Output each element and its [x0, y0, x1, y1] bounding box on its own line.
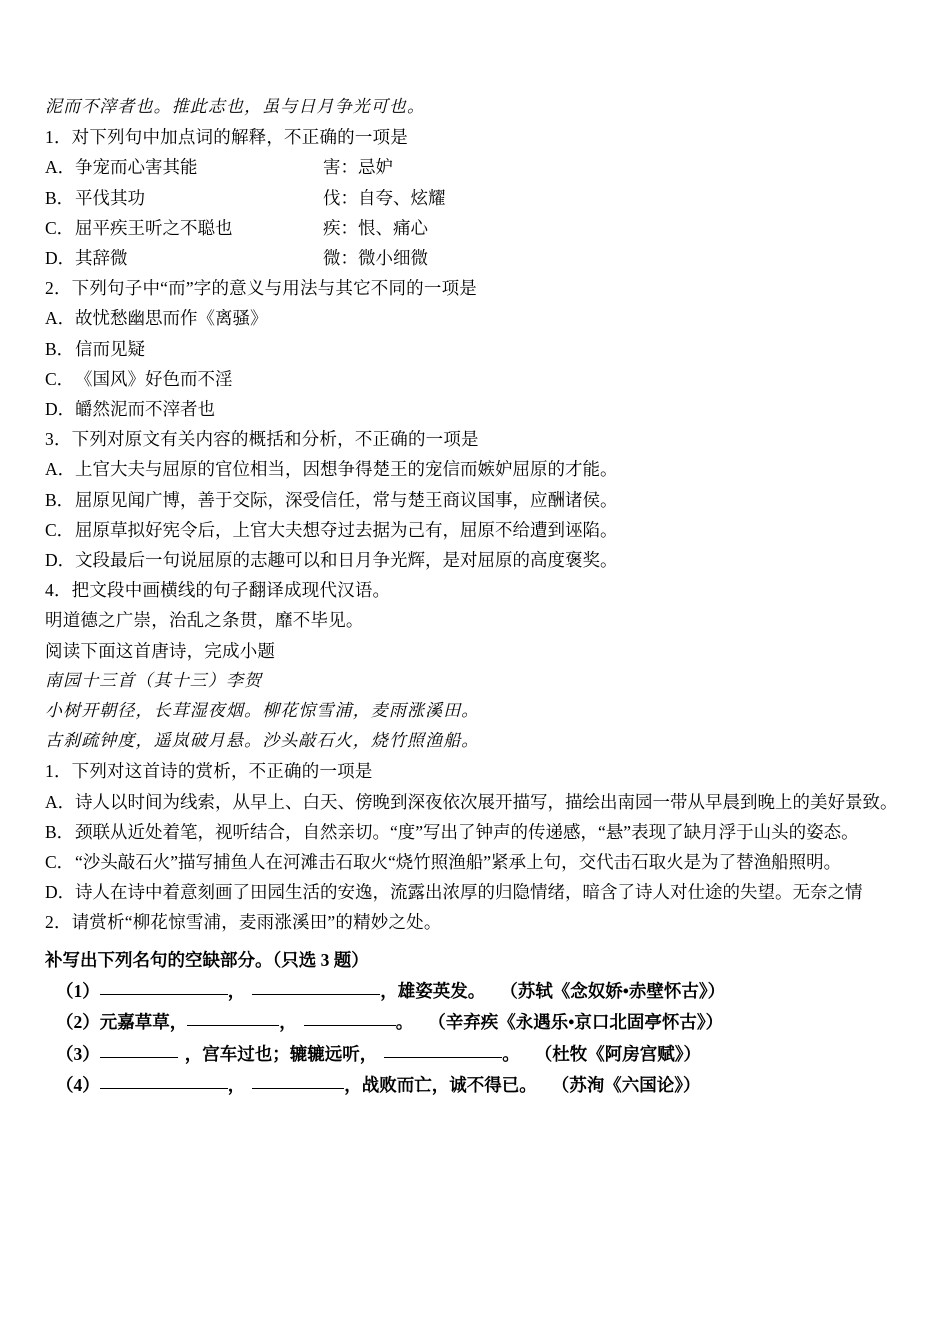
blank-field[interactable]: [100, 979, 228, 995]
poem-title: 南园十三首（其十三）李贺: [45, 670, 263, 690]
option-gloss: 微：微小细微: [323, 248, 428, 269]
poem-question-1-option-a[interactable]: [45, 787, 920, 817]
option-text: 争宠而心害其能: [75, 157, 198, 178]
item-segment: ，宫车过也；辘辘远听，: [184, 1043, 378, 1064]
blank-field[interactable]: [100, 1073, 228, 1089]
poem-line-2: 古刹疏钟度，遥岚破月悬。沙头敲石火，烧竹照渔船。: [45, 731, 480, 751]
item-number: （4）: [56, 1075, 100, 1096]
option-label: D．: [45, 248, 76, 269]
option-text: 平伐其功: [75, 187, 145, 208]
blank-field[interactable]: [384, 1042, 502, 1058]
option-label: C．: [45, 217, 75, 238]
option-text: 屈原草拟好宪令后，上官大夫想夺过去据为己有，屈原不给遭到诬陷。: [75, 519, 618, 540]
option-label: C．: [45, 368, 75, 389]
question-2-option-a[interactable]: [45, 303, 920, 333]
option-text: 屈平疾王听之不聪也: [75, 217, 233, 238]
item-segment: 。: [502, 1043, 520, 1064]
question-3-option-b[interactable]: [45, 485, 920, 515]
option-label: D．: [45, 550, 76, 571]
item-segment: ，: [227, 980, 246, 1001]
option-label: B．: [45, 187, 75, 208]
item-number: （3）: [56, 1043, 100, 1064]
option-text: 诗人在诗中着意刻画了田园生活的安逸，流露出浓厚的归隐情绪，暗含了诗人对仕途的失望。无奈之情: [75, 882, 863, 903]
item-source: （杜牧《阿房宫赋》）: [534, 1043, 701, 1064]
item-segment: ，: [227, 1075, 246, 1096]
option-text: 信而见疑: [75, 338, 145, 359]
item-number: （2）: [56, 1012, 100, 1033]
poem-question-1-stem: 1．下列对这首诗的赏析，不正确的一项是: [45, 761, 373, 782]
question-2-stem: 2．下列句子中“而”字的意义与用法与其它不同的一项是: [45, 278, 477, 299]
question-3-option-a[interactable]: [45, 454, 920, 484]
question-1-option-d[interactable]: [45, 243, 920, 273]
item-segment: ，战败而亡，诚不得已。: [344, 1075, 537, 1096]
question-2-option-c[interactable]: [45, 364, 920, 394]
mingju-item-1[interactable]: [45, 976, 920, 1008]
poem-line-1: 小树开朝径，长茸湿夜烟。柳花惊雪浦，麦雨涨溪田。: [45, 701, 480, 721]
option-label: C．: [45, 852, 75, 873]
item-lead: 元嘉草草，: [99, 1012, 188, 1033]
question-2-option-d[interactable]: [45, 394, 920, 424]
option-text: 诗人以时间为线索，从早上、白天、傍晚到深夜依次展开描写，描绘出南园一带从早晨到晚上的美好景致。: [75, 791, 898, 812]
option-label: A．: [45, 157, 76, 178]
option-label: A．: [45, 459, 76, 480]
question-4-sentence: 明道德之广崇，治乱之条贯，靡不毕见。: [45, 610, 364, 631]
option-text: 故忧愁幽思而作《离骚》: [75, 308, 268, 329]
question-3-option-c[interactable]: [45, 515, 920, 545]
option-text: 文段最后一句说屈原的志趣可以和日月争光辉，是对屈原的高度褒奖。: [75, 550, 618, 571]
option-text: 皭然泥而不滓者也: [75, 399, 215, 420]
option-text: 《国风》好色而不淫: [75, 368, 233, 389]
question-1-option-a[interactable]: [45, 152, 920, 182]
blank-field[interactable]: [187, 1010, 279, 1026]
question-4-stem: 4．把文段中画横线的句子翻译成现代汉语。: [45, 580, 391, 601]
question-3-option-d[interactable]: [45, 545, 920, 575]
poem-question-1-option-b[interactable]: [45, 817, 920, 847]
option-label: A．: [45, 308, 76, 329]
item-segment: 。: [395, 1012, 414, 1033]
option-gloss: 害：忌妒: [323, 157, 393, 178]
poem-instruction: 阅读下面这首唐诗，完成小题: [45, 640, 276, 661]
option-text: 屈原见闻广博，善于交际，深受信任，常与楚王商议国事，应酬诸侯。: [75, 489, 618, 510]
option-label: A．: [45, 791, 76, 812]
option-label: D．: [45, 399, 76, 420]
question-1-stem: 1．对下列句中加点词的解释，不正确的一项是: [45, 127, 408, 148]
option-gloss: 伐：自夸、炫耀: [323, 187, 446, 208]
item-number: （1）: [56, 980, 100, 1001]
mingju-item-2[interactable]: [45, 1007, 920, 1039]
blank-field[interactable]: [304, 1010, 396, 1026]
option-text: 其辞微: [75, 248, 128, 269]
item-source: （苏洵《六国论》）: [551, 1075, 701, 1096]
blank-field[interactable]: [100, 1042, 178, 1058]
option-label: D．: [45, 882, 76, 903]
option-label: C．: [45, 519, 75, 540]
item-segment: ，雄姿英发。: [380, 980, 486, 1001]
option-gloss: 疾：恨、痛心: [323, 217, 428, 238]
option-label: B．: [45, 489, 75, 510]
option-text: 上官大夫与屈原的官位相当，因想争得楚王的宠信而嫉妒屈原的才能。: [75, 459, 618, 480]
blank-field[interactable]: [252, 1073, 344, 1089]
item-source: （苏轼《念奴娇•赤壁怀古》）: [500, 980, 726, 1001]
option-text: 颈联从近处着笔，视听结合，自然亲切。“度”写出了钟声的传递感，“悬”表现了缺月浮于山头的姿态。: [75, 821, 859, 842]
mingju-item-3[interactable]: [45, 1039, 920, 1071]
option-text: “沙头敲石火”描写捕鱼人在河滩击石取火“烧竹照渔船”紧承上句，交代击石取火是为了替渔船照明。: [75, 852, 842, 873]
poem-question-1-option-c[interactable]: [45, 847, 920, 877]
question-1-option-b[interactable]: [45, 183, 920, 213]
passage-tail-line: 泥而不滓者也。推此志也，虽与日月争光可也。: [45, 97, 426, 116]
option-label: B．: [45, 338, 75, 359]
question-2-option-b[interactable]: [45, 334, 920, 364]
blank-field[interactable]: [252, 979, 380, 995]
option-label: B．: [45, 821, 75, 842]
question-1-option-c[interactable]: [45, 213, 920, 243]
poem-question-2-stem: 2．请赏析“柳花惊雪浦，麦雨涨溪田”的精妙之处。: [45, 912, 442, 933]
item-segment: ，: [279, 1012, 297, 1033]
poem-question-1-option-d[interactable]: [45, 877, 920, 907]
mingju-item-4[interactable]: [45, 1070, 920, 1102]
item-source: （辛弃疾《永遇乐•京口北固亭怀古》）: [428, 1012, 724, 1033]
question-3-stem: 3．下列对原文有关内容的概括和分析，不正确的一项是: [45, 429, 479, 450]
mingju-heading: 补写出下列名句的空缺部分。（只选 3 题）: [45, 949, 369, 970]
